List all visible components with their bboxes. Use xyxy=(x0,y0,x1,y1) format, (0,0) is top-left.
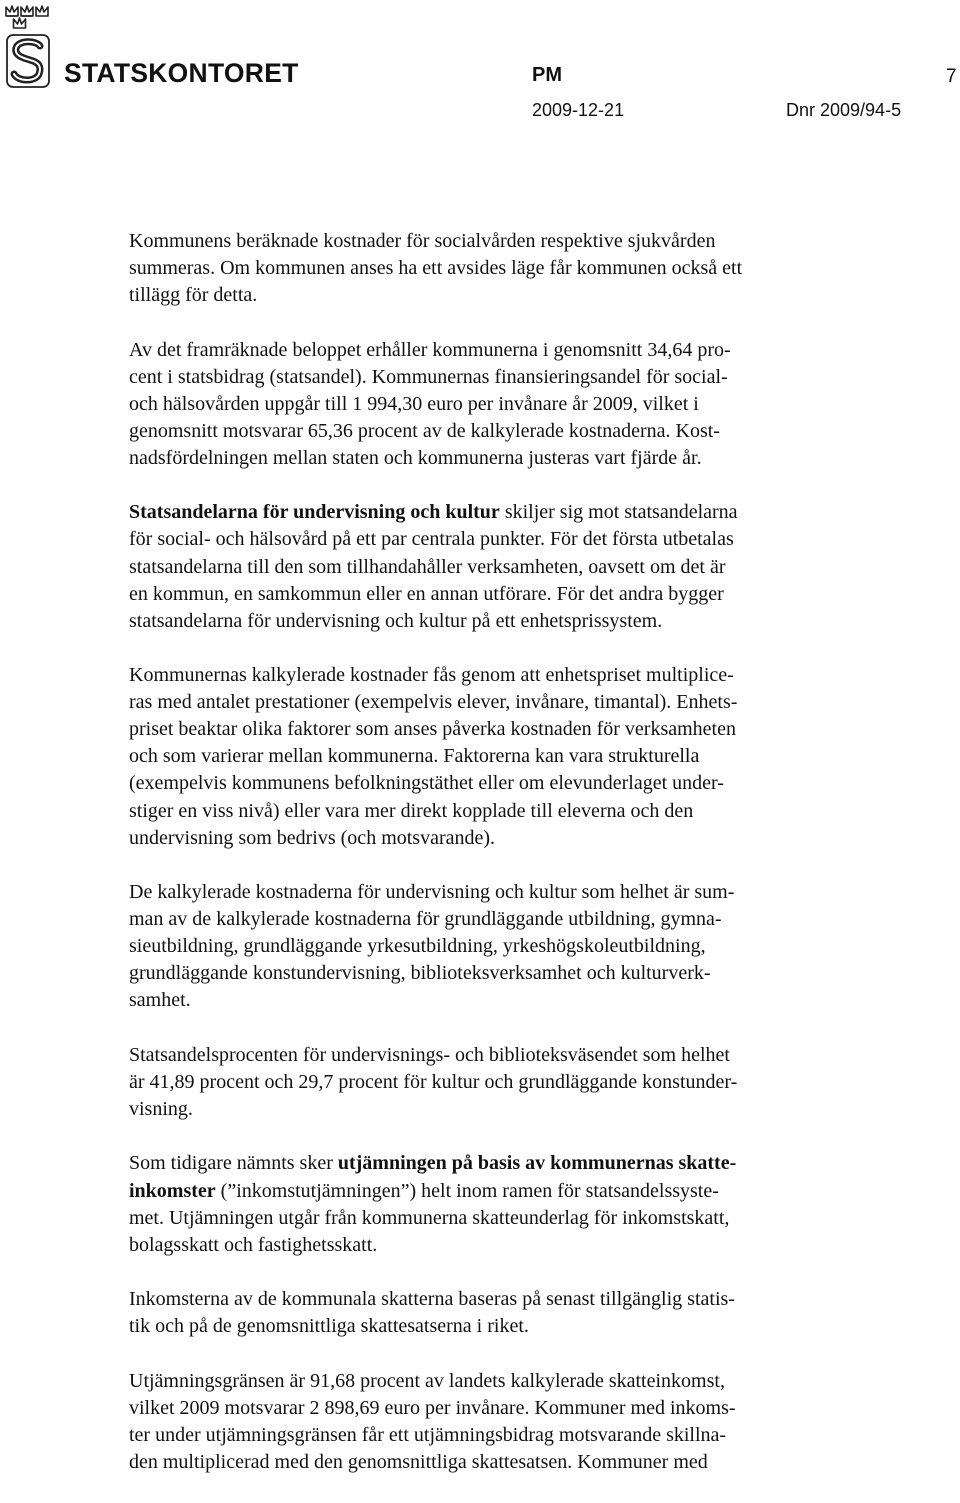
paragraph xyxy=(129,499,929,634)
page-number: 7 xyxy=(946,66,957,87)
text-line xyxy=(129,689,929,716)
text-run: tik och på de genomsnittliga skattesatserna i riket. xyxy=(129,1315,529,1338)
document-reference: Dnr 2009/94-5 xyxy=(786,100,902,120)
document-type: PM xyxy=(532,64,562,86)
text-run: sieutbildning, grundläggande yrkesutbildning, yrkeshögskoleutbildning, xyxy=(129,935,706,958)
paragraph xyxy=(129,662,929,852)
paragraph xyxy=(129,879,929,1014)
text-run: visning. xyxy=(129,1098,193,1121)
text-line xyxy=(129,337,929,364)
paragraph xyxy=(129,1286,929,1340)
text-line xyxy=(129,1178,929,1205)
text-run: (exempelvis kommunens befolkningstäthet eller om elevunderlaget under- xyxy=(129,772,724,795)
text-run: undervisning som bedrivs (och motsvarande). xyxy=(129,826,496,849)
text-run: den multiplicerad med den genomsnittliga skattesatsen. Kommuner med xyxy=(129,1450,708,1473)
paragraph xyxy=(129,228,929,309)
three-crowns-icon xyxy=(4,4,50,30)
text-run: är 41,89 procent och 29,7 procent för kultur och grundläggande konstunder- xyxy=(129,1070,738,1093)
text-run: met. Utjämningen utgår från kommunerna skatteunderlag för inkomstskatt, xyxy=(129,1206,730,1229)
text-run: statsandelarna för undervisning och kultur på ett enhetsprissystem. xyxy=(129,609,663,632)
text-line xyxy=(129,1069,929,1096)
text-run: samhet. xyxy=(129,989,191,1012)
text-run: och hälsovården uppgår till 1 994,30 euro per invånare år 2009, vilket i xyxy=(129,392,699,415)
text-run: skiljer sig mot statsandelarna xyxy=(499,501,738,524)
text-run: (”inkomstutjämningen”) helt inom ramen för statsandelssyste- xyxy=(215,1179,719,1202)
text-line xyxy=(129,1232,929,1259)
text-line xyxy=(129,1368,929,1395)
text-line xyxy=(129,1449,929,1476)
document-body xyxy=(129,228,929,1503)
text-run: Utjämningsgränsen är 91,68 procent av landets kalkylerade skatteinkomst, xyxy=(129,1369,725,1392)
text-run: nadsfördelningen mellan staten och kommunerna justeras vart fjärde år. xyxy=(129,446,702,469)
text-line xyxy=(129,743,929,770)
text-line xyxy=(129,798,929,825)
text-line xyxy=(129,1096,929,1123)
text-line xyxy=(129,364,929,391)
text-run: summeras. Om kommunen anses ha ett avsides läge får kommunen också ett xyxy=(129,257,743,280)
text-line xyxy=(129,499,929,526)
text-line xyxy=(129,445,929,472)
text-line xyxy=(129,879,929,906)
document-date: 2009-12-21 xyxy=(532,100,625,120)
text-run: Inkomsterna av de kommunala skatterna baseras på senast tillgänglig statis- xyxy=(129,1288,735,1311)
text-run: man av de kalkylerade kostnaderna för grundläggande utbildning, gymna- xyxy=(129,908,722,931)
statskontoret-logo xyxy=(2,0,302,96)
paragraph xyxy=(129,1042,929,1123)
text-line xyxy=(129,960,929,987)
bold-text: Statsandelarna för undervisning och kultur xyxy=(129,501,500,524)
text-line xyxy=(129,418,929,445)
text-line xyxy=(129,554,929,581)
text-run: Statsandelsprocenten för undervisnings- och biblioteksväsendet som helhet xyxy=(129,1043,730,1066)
text-run: Av det framräknade beloppet erhåller kommunerna i genomsnitt 34,64 pro- xyxy=(129,338,731,361)
text-run: grundläggande konstundervisning, biblioteksverksamhet och kulturverk- xyxy=(129,962,711,985)
text-run: cent i statsbidrag (statsandel). Kommunernas finansieringsandel för social- xyxy=(129,365,728,388)
text-line xyxy=(129,987,929,1014)
text-run: priset beaktar olika faktorer som anses påverka kostnaden för verksamheten xyxy=(129,718,736,741)
text-run: och som varierar mellan kommunerna. Faktorerna kan vara strukturella xyxy=(129,745,700,768)
text-run: vilket 2009 motsvarar 2 898,69 euro per invånare. Kommuner med inkoms- xyxy=(129,1396,736,1419)
text-line xyxy=(129,1286,929,1313)
text-run: ras med antalet prestationer (exempelvis elever, invånare, timantal). Enhets- xyxy=(129,691,738,714)
org-name: STATSKONTORET xyxy=(64,58,299,88)
text-line xyxy=(129,255,929,282)
paragraph xyxy=(129,1368,929,1476)
text-line xyxy=(129,716,929,743)
bold-text: utjämningen på basis av kommunernas skatte- xyxy=(337,1152,737,1175)
text-run: Kommunens beräknade kostnader för socialvården respektive sjukvården xyxy=(129,230,716,252)
text-line xyxy=(129,1042,929,1069)
text-line xyxy=(129,1395,929,1422)
text-line xyxy=(129,1313,929,1340)
text-run: genomsnitt motsvarar 65,36 procent av de kalkylerade kostnaderna. Kost- xyxy=(129,419,720,442)
text-run: Som tidigare nämnts sker xyxy=(129,1152,338,1175)
text-run: Kommunernas kalkylerade kostnader fås genom att enhetspriset multiplice- xyxy=(129,664,734,687)
text-run: ter under utjämningsgränsen får ett utjämningsbidrag motsvarande skillna- xyxy=(129,1423,727,1446)
text-line xyxy=(129,228,929,255)
text-line xyxy=(129,933,929,960)
statskontoret-s-symbol-icon xyxy=(6,34,50,88)
text-line xyxy=(129,1422,929,1449)
text-run: tillägg för detta. xyxy=(129,284,258,307)
text-run: statsandelarna till den som tillhandahåller verksamheten, oavsett om det är xyxy=(129,555,726,578)
text-line xyxy=(129,608,929,635)
text-line xyxy=(129,1150,929,1177)
text-line xyxy=(129,770,929,797)
text-line xyxy=(129,581,929,608)
text-run: en kommun, en samkommun eller en annan utförare. För det andra bygger xyxy=(129,582,724,605)
text-line xyxy=(129,825,929,852)
paragraph xyxy=(129,337,929,472)
text-run: för social- och hälsovård på ett par centrala punkter. För det första utbetalas xyxy=(129,528,734,551)
text-line xyxy=(129,391,929,418)
text-run: stiger en viss nivå) eller vara mer direkt kopplade till eleverna och den xyxy=(129,799,694,822)
text-run: bolagsskatt och fastighetsskatt. xyxy=(129,1233,378,1256)
bold-text: inkomster xyxy=(129,1179,216,1202)
paragraph xyxy=(129,1150,929,1258)
text-line xyxy=(129,526,929,553)
text-run: De kalkylerade kostnaderna för undervisning och kultur som helhet är sum- xyxy=(129,881,735,904)
text-line xyxy=(129,906,929,933)
text-line xyxy=(129,1205,929,1232)
text-line xyxy=(129,662,929,689)
text-line xyxy=(129,282,929,309)
